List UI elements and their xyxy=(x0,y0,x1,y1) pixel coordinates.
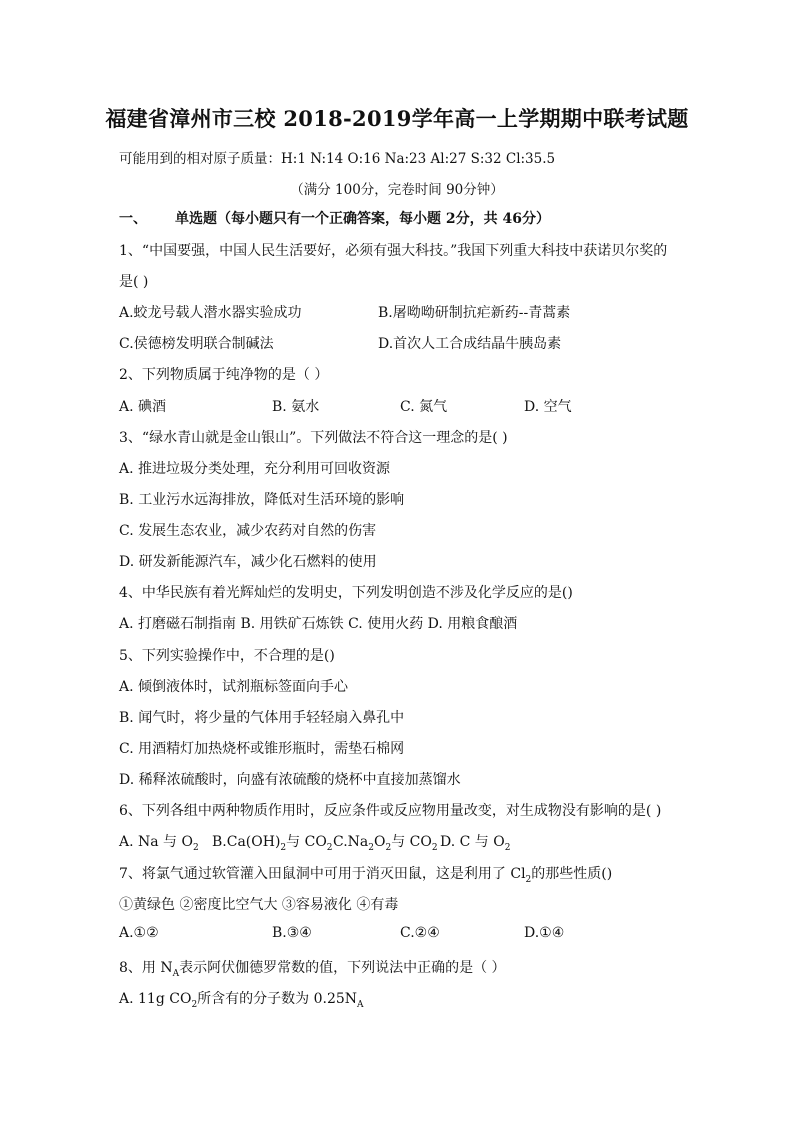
q4-stem: 4、中华民族有着光辉灿烂的发明史，下列发明创造不涉及化学反应的是() xyxy=(119,585,573,601)
q3-option-d: D. 研发新能源汽车，减少化石燃料的使用 xyxy=(119,554,377,570)
q1-option-b: B.屠呦呦研制抗疟新药--青蒿素 xyxy=(378,305,571,321)
q2-option-d: D. 空气 xyxy=(524,399,572,415)
q1-option-a: A.蛟龙号载人潜水器实验成功 xyxy=(119,305,302,321)
q7-properties: ①黄绿色 ②密度比空气大 ③容易液化 ④有毒 xyxy=(119,897,399,913)
q8-option-a: A. 11g $CO_2$所含有的分子数为 $0.25N_A$ xyxy=(119,991,364,1010)
q6-option-a: A. Na 与 $O_2$ xyxy=(119,834,199,853)
q5-option-a: A. 倾倒液体时，试剂瓶标签面向手心 xyxy=(119,679,349,695)
q1-stem-line2: 是( ) xyxy=(119,274,149,290)
q3-option-c: C. 发展生态农业，减少农药对自然的伤害 xyxy=(119,523,377,539)
q7-option-d: D.①④ xyxy=(524,925,565,941)
q6-option-b: $B.Ca(OH)_2$与 $CO_2$ xyxy=(212,834,333,853)
q2-option-b: B. 氨水 xyxy=(272,399,320,415)
q6-stem: 6、下列各组中两种物质作用时，反应条件或反应物用量改变，对生成物没有影响的是( ) xyxy=(119,803,662,819)
section-number: 一、 xyxy=(119,211,147,227)
q3-stem: 3、“绿水青山就是金山银山”。下列做法不符合这一理念的是( ) xyxy=(119,430,508,446)
section-title: 单选题（每小题只有一个正确答案，每小题 2分，共 46分） xyxy=(175,211,550,227)
q5-option-d: D. 稀释浓硫酸时，向盛有浓硫酸的烧杯中直接加蒸馏水 xyxy=(119,772,461,788)
q6-option-c: $C.Na_2O_2$与 $CO_2$ xyxy=(333,834,438,853)
q7-option-b: B.③④ xyxy=(272,925,312,941)
q7-option-a: A.①② xyxy=(119,925,159,941)
q1-option-d: D.首次人工合成结晶牛胰岛素 xyxy=(378,336,562,352)
q1-stem-line1: 1、“中国要强，中国人民生活要好，必须有强大科技。”我国下列重大科技中获诺贝尔奖的 xyxy=(119,243,668,259)
q8-stem: 8、用 $N_A$表示阿伏伽德罗常数的值，下列说法中正确的是（ ） xyxy=(119,960,506,979)
atomic-masses: 可能用到的相对原子质量：H:1 N:14 O:16 Na:23 Al:27 S:32 Cl:35.5 xyxy=(119,151,556,167)
q7-stem: 7、将氯气通过软管灌入田鼠洞中可用于消灭田鼠，这是利用了 $Cl_2$的那些性质() xyxy=(119,866,613,885)
page-title: 福建省漳州市三校 2018-2019学年高一上学期期中联考试题 xyxy=(105,106,689,131)
q6-option-d: D. C 与 $O_2$ xyxy=(440,834,511,853)
q5-option-c: C. 用酒精灯加热烧杯或锥形瓶时，需垫石棉网 xyxy=(119,741,405,757)
q2-option-a: A. 碘酒 xyxy=(119,399,167,415)
q2-stem: 2、下列物质属于纯净物的是（ ） xyxy=(119,367,329,383)
q5-stem: 5、下列实验操作中，不合理的是() xyxy=(119,648,335,664)
q7-option-c: C.②④ xyxy=(400,925,440,941)
q5-option-b: B. 闻气时，将少量的气体用手轻轻扇入鼻孔中 xyxy=(119,710,405,726)
q4-options: A. 打磨磁石制指南 B. 用铁矿石炼铁 C. 使用火药 D. 用粮食酿酒 xyxy=(119,616,518,632)
q2-option-c: C. 氮气 xyxy=(400,399,448,415)
q3-option-b: B. 工业污水远海排放，降低对生活环境的影响 xyxy=(119,492,405,508)
section-heading xyxy=(119,208,550,228)
q1-option-c: C.侯德榜发明联合制碱法 xyxy=(119,336,274,352)
exam-meta: （满分 100分，完卷时间 90分钟） xyxy=(290,182,504,198)
q3-option-a: A. 推进垃圾分类处理，充分利用可回收资源 xyxy=(119,461,391,477)
